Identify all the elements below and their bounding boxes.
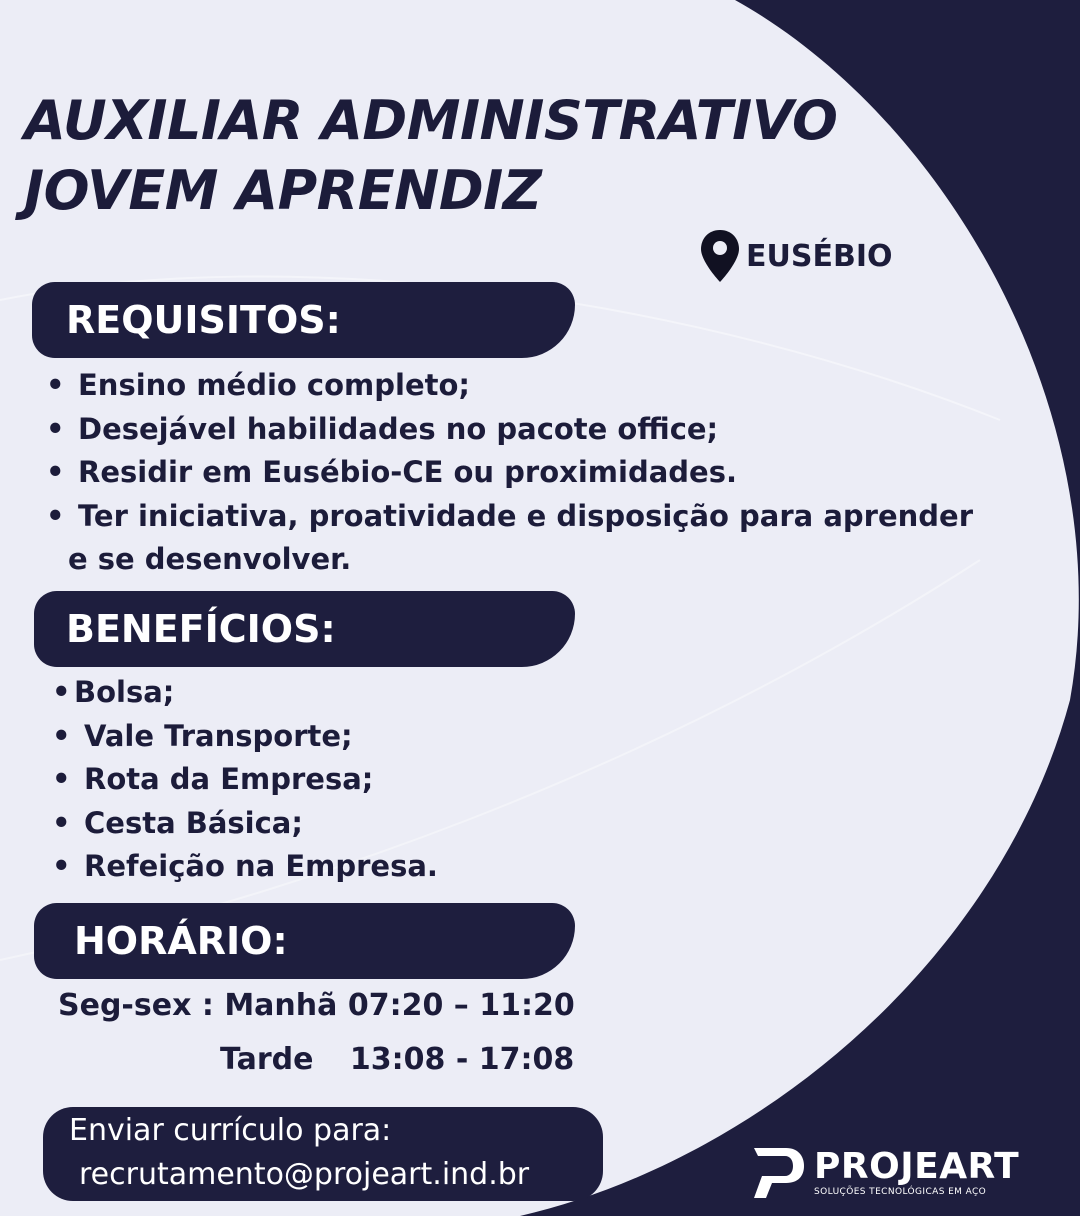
contact-box — [43, 1107, 603, 1201]
list-item-text: Bolsa; — [74, 675, 175, 709]
location-label: EUSÉBIO — [746, 238, 893, 274]
schedule-afternoon-label: Tarde — [220, 1042, 314, 1077]
list-item — [74, 671, 684, 715]
schedule-afternoon-time: 13:08 - 17:08 — [349, 1042, 575, 1077]
requirements-heading-text: REQUISITOS: — [66, 298, 341, 342]
list-item — [68, 495, 978, 582]
schedule-morning-time: 07:20 – 11:20 — [347, 988, 575, 1023]
schedule-morning-label: Manhã — [224, 988, 338, 1023]
list-item-text: Rota da Empresa; — [84, 762, 374, 796]
list-item — [78, 364, 978, 408]
company-tagline: SOLUÇÕES TECNOLÓGICAS EM AÇO — [814, 1187, 987, 1197]
list-item-text: Desejável habilidades no pacote office; — [78, 411, 719, 446]
requirements-list — [68, 364, 978, 582]
list-item — [84, 758, 684, 802]
list-item — [78, 408, 978, 452]
list-item-text: Residir em Eusébio-CE ou proximidades. — [78, 455, 737, 489]
benefits-list — [74, 671, 684, 889]
contact-instruction: Enviar currículo para: — [69, 1113, 392, 1148]
list-item-text: Vale Transporte; — [84, 718, 353, 753]
list-item — [78, 451, 978, 495]
job-title — [24, 86, 984, 226]
map-pin-icon — [698, 228, 742, 284]
benefits-heading — [34, 591, 575, 667]
list-item-continuation: e se desenvolver. — [68, 542, 352, 576]
company-logo — [752, 1144, 1019, 1202]
location — [698, 228, 892, 284]
list-item-text: Cesta Básica; — [84, 805, 303, 840]
schedule-morning-row — [58, 988, 575, 1023]
schedule-afternoon-row — [220, 1042, 574, 1077]
list-item-text: Ensino médio completo; — [78, 368, 471, 402]
schedule-days: Seg-sex : — [58, 988, 214, 1023]
company-name: PROJEART — [814, 1146, 1020, 1187]
job-title-line1: AUXILIAR ADMINISTRATIVO — [24, 89, 838, 152]
schedule-heading — [34, 903, 575, 979]
list-item — [84, 845, 684, 889]
job-title-line2: JOVEM APRENDIZ — [24, 159, 542, 222]
requirements-heading — [32, 282, 575, 358]
projeart-logo-icon — [752, 1144, 806, 1202]
schedule-heading-text: HORÁRIO: — [74, 919, 288, 963]
benefits-heading-text: BENEFÍCIOS: — [66, 607, 336, 651]
contact-email-link[interactable]: recrutamento@projeart.ind.br — [79, 1157, 530, 1192]
list-item-text: Refeição na Empresa. — [84, 849, 438, 883]
list-item-text: Ter iniciativa, proatividade e disposição para aprender — [78, 498, 974, 533]
list-item — [84, 715, 684, 759]
list-item — [84, 802, 684, 846]
